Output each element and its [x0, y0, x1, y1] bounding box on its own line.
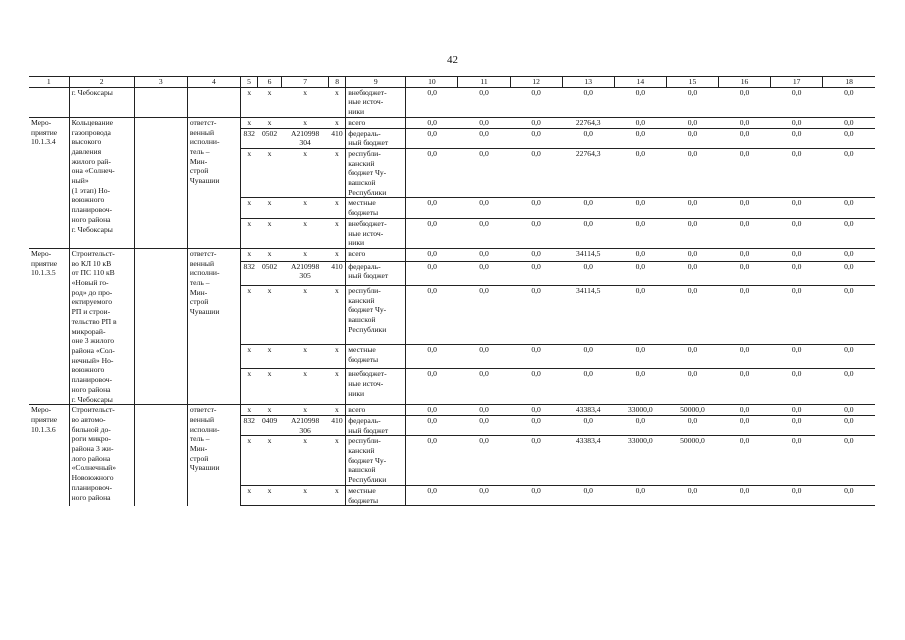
amount-cell: 0,0 [666, 198, 718, 218]
expense-type-code: x [329, 248, 346, 261]
amount-cell: 0,0 [510, 198, 562, 218]
amount-cell: 0,0 [666, 218, 718, 248]
expense-type-code: 410 [329, 261, 346, 285]
amount-cell: 0,0 [823, 286, 875, 345]
amount-cell: 0,0 [771, 248, 823, 261]
amount-cell: 0,0 [614, 248, 666, 261]
section-code: 0502 [258, 261, 282, 285]
amount-cell: 50000,0 [666, 405, 718, 416]
funding-source: всего [346, 117, 406, 128]
funding-source: внебюджет- ные источ- ники [346, 218, 406, 248]
amount-cell: 0,0 [719, 286, 771, 345]
amount-cell: 0,0 [510, 345, 562, 369]
amount-cell: 0,0 [771, 286, 823, 345]
expense-type-code: x [329, 405, 346, 416]
expense-type-code: x [329, 485, 346, 505]
amount-cell: 0,0 [614, 286, 666, 345]
expense-type-code: x [329, 218, 346, 248]
grbs-code: 832 [240, 261, 257, 285]
amount-cell: 0,0 [562, 485, 614, 505]
expense-type-code: x [329, 345, 346, 369]
amount-cell: 0,0 [719, 369, 771, 405]
amount-cell: 0,0 [406, 369, 458, 405]
amount-cell: 34114,5 [562, 248, 614, 261]
amount-cell: 0,0 [614, 128, 666, 148]
target-article-code: А210998 306 [282, 415, 329, 435]
amount-cell: 0,0 [406, 286, 458, 345]
amount-cell: 0,0 [771, 87, 823, 117]
amount-cell: 0,0 [771, 485, 823, 505]
amount-cell: 0,0 [823, 261, 875, 285]
amount-cell: 0,0 [406, 485, 458, 505]
amount-cell: 0,0 [771, 218, 823, 248]
funding-source: местные бюджеты [346, 198, 406, 218]
measure-code: Меро- приятие 10.1.3.6 [29, 405, 69, 506]
amount-cell: 0,0 [406, 405, 458, 416]
measure-name: г. Чебоксары [69, 87, 134, 117]
funding-source: республи- канский бюджет Чу- вашской Республики [346, 286, 406, 345]
amount-cell: 0,0 [614, 148, 666, 198]
amount-cell: 0,0 [510, 485, 562, 505]
section-code: 0502 [258, 128, 282, 148]
amount-cell: 0,0 [458, 415, 510, 435]
page-number: 42 [447, 54, 458, 66]
column-header: 2 [69, 77, 134, 88]
funding-source: местные бюджеты [346, 345, 406, 369]
column-header: 10 [406, 77, 458, 88]
expense-type-code: 410 [329, 128, 346, 148]
amount-cell: 0,0 [510, 218, 562, 248]
amount-cell: 0,0 [614, 117, 666, 128]
amount-cell: 0,0 [458, 345, 510, 369]
amount-cell: 0,0 [719, 436, 771, 486]
column-header: 4 [187, 77, 240, 88]
column-header: 7 [282, 77, 329, 88]
expense-type-code: x [329, 369, 346, 405]
expense-type-code: x [329, 436, 346, 486]
amount-cell: 0,0 [771, 369, 823, 405]
amount-cell: 0,0 [510, 128, 562, 148]
amount-cell: 0,0 [666, 87, 718, 117]
amount-cell: 0,0 [562, 198, 614, 218]
amount-cell: 0,0 [562, 261, 614, 285]
target-article-code: x [282, 485, 329, 505]
column-header: 9 [346, 77, 406, 88]
funding-source: федераль- ный бюджет [346, 261, 406, 285]
section-code: x [258, 117, 282, 128]
measure-code [29, 87, 69, 117]
target-article-code: А210998 304 [282, 128, 329, 148]
target-article-code: x [282, 198, 329, 218]
amount-cell: 0,0 [771, 198, 823, 218]
amount-cell: 33000,0 [614, 436, 666, 486]
amount-cell: 0,0 [666, 286, 718, 345]
budget-table [29, 76, 875, 506]
expense-type-code: x [329, 87, 346, 117]
empty-cell [134, 248, 187, 404]
amount-cell: 0,0 [666, 248, 718, 261]
expense-type-code: x [329, 148, 346, 198]
target-article-code: x [282, 218, 329, 248]
column-header: 15 [666, 77, 718, 88]
amount-cell: 0,0 [719, 148, 771, 198]
amount-cell: 0,0 [406, 436, 458, 486]
grbs-code: x [240, 87, 257, 117]
amount-cell: 0,0 [406, 248, 458, 261]
amount-cell: 22764,3 [562, 148, 614, 198]
section-code: x [258, 248, 282, 261]
grbs-code: x [240, 117, 257, 128]
amount-cell: 0,0 [510, 248, 562, 261]
column-header: 17 [771, 77, 823, 88]
target-article-code: x [282, 369, 329, 405]
amount-cell: 0,0 [719, 405, 771, 416]
empty-cell [134, 405, 187, 506]
section-code: x [258, 218, 282, 248]
column-header: 16 [719, 77, 771, 88]
funding-source: всего [346, 248, 406, 261]
grbs-code: 832 [240, 415, 257, 435]
section-code: x [258, 485, 282, 505]
amount-cell: 0,0 [406, 117, 458, 128]
amount-cell: 22764,3 [562, 117, 614, 128]
measure-name: Строительст- во КЛ 10 кВ от ПС 110 кВ «Новый го- род» до про- ектируемого РП и строи- тельство РП в микрорай- оне 3 жилого района «Сол- нечный» Но- воюжного планировоч- ного района г. Чебоксары [69, 248, 134, 404]
amount-cell: 0,0 [406, 128, 458, 148]
amount-cell: 43383,4 [562, 405, 614, 416]
section-code: x [258, 198, 282, 218]
amount-cell: 0,0 [510, 415, 562, 435]
amount-cell: 0,0 [771, 436, 823, 486]
amount-cell: 0,0 [458, 405, 510, 416]
amount-cell: 0,0 [406, 198, 458, 218]
funding-source: внебюджет- ные источ- ники [346, 87, 406, 117]
grbs-code: x [240, 436, 257, 486]
column-header: 13 [562, 77, 614, 88]
amount-cell: 0,0 [614, 87, 666, 117]
amount-cell: 0,0 [719, 485, 771, 505]
target-article-code: x [282, 286, 329, 345]
column-header: 5 [240, 77, 257, 88]
amount-cell: 0,0 [562, 87, 614, 117]
amount-cell: 0,0 [510, 87, 562, 117]
amount-cell: 0,0 [458, 248, 510, 261]
target-article-code: x [282, 345, 329, 369]
amount-cell: 0,0 [510, 261, 562, 285]
amount-cell: 0,0 [771, 128, 823, 148]
measure-name: Кольцевание газопровода высокого давления жилого рай- она «Солнеч- ный» (1 этап) Но- воюжного планировоч- ного района г. Чебоксары [69, 117, 134, 248]
amount-cell: 34114,5 [562, 286, 614, 345]
grbs-code: x [240, 405, 257, 416]
grbs-code: x [240, 148, 257, 198]
amount-cell: 0,0 [823, 436, 875, 486]
column-header: 3 [134, 77, 187, 88]
amount-cell: 0,0 [719, 345, 771, 369]
target-article-code: x [282, 148, 329, 198]
column-header: 1 [29, 77, 69, 88]
funding-source: федераль- ный бюджет [346, 128, 406, 148]
target-article-code: x [282, 405, 329, 416]
target-article-code: x [282, 87, 329, 117]
amount-cell: 0,0 [823, 117, 875, 128]
amount-cell: 0,0 [666, 117, 718, 128]
amount-cell: 0,0 [458, 198, 510, 218]
amount-cell: 0,0 [719, 87, 771, 117]
amount-cell: 0,0 [406, 415, 458, 435]
amount-cell: 0,0 [823, 405, 875, 416]
amount-cell: 0,0 [823, 128, 875, 148]
amount-cell: 0,0 [666, 345, 718, 369]
amount-cell: 0,0 [719, 128, 771, 148]
amount-cell: 0,0 [771, 261, 823, 285]
funding-source: внебюджет- ные источ- ники [346, 369, 406, 405]
table-row [29, 117, 875, 128]
amount-cell: 43383,4 [562, 436, 614, 486]
amount-cell: 0,0 [823, 248, 875, 261]
amount-cell: 0,0 [406, 261, 458, 285]
funding-source: федераль- ный бюджет [346, 415, 406, 435]
amount-cell: 0,0 [823, 198, 875, 218]
amount-cell: 0,0 [823, 148, 875, 198]
executor [187, 87, 240, 117]
expense-type-code: x [329, 198, 346, 218]
target-article-code: x [282, 117, 329, 128]
amount-cell: 0,0 [823, 369, 875, 405]
amount-cell: 0,0 [562, 369, 614, 405]
amount-cell: 0,0 [823, 485, 875, 505]
amount-cell: 0,0 [406, 218, 458, 248]
table-row [29, 405, 875, 416]
amount-cell: 0,0 [771, 415, 823, 435]
grbs-code: 832 [240, 128, 257, 148]
amount-cell: 0,0 [823, 415, 875, 435]
header-row [29, 77, 875, 88]
amount-cell: 0,0 [510, 148, 562, 198]
grbs-code: x [240, 286, 257, 345]
target-article-code: А210998 305 [282, 261, 329, 285]
amount-cell: 0,0 [458, 261, 510, 285]
amount-cell: 0,0 [458, 218, 510, 248]
amount-cell: 0,0 [510, 436, 562, 486]
measure-code: Меро- приятие 10.1.3.5 [29, 248, 69, 404]
expense-type-code: x [329, 286, 346, 345]
amount-cell: 0,0 [510, 369, 562, 405]
amount-cell: 0,0 [614, 261, 666, 285]
column-header: 8 [329, 77, 346, 88]
column-header: 6 [258, 77, 282, 88]
empty-cell [134, 117, 187, 248]
amount-cell: 0,0 [719, 415, 771, 435]
expense-type-code: x [329, 117, 346, 128]
amount-cell: 0,0 [614, 369, 666, 405]
column-header: 12 [510, 77, 562, 88]
target-article-code: x [282, 436, 329, 486]
amount-cell: 0,0 [458, 369, 510, 405]
measure-code: Меро- приятие 10.1.3.4 [29, 117, 69, 248]
amount-cell: 0,0 [510, 405, 562, 416]
amount-cell: 0,0 [458, 485, 510, 505]
empty-cell [134, 87, 187, 117]
section-code: x [258, 369, 282, 405]
amount-cell: 0,0 [823, 87, 875, 117]
column-header: 14 [614, 77, 666, 88]
amount-cell: 0,0 [771, 405, 823, 416]
amount-cell: 0,0 [458, 87, 510, 117]
target-article-code: x [282, 248, 329, 261]
amount-cell: 0,0 [562, 345, 614, 369]
funding-source: республи- канский бюджет Чу- вашской Республики [346, 436, 406, 486]
grbs-code: x [240, 198, 257, 218]
amount-cell: 0,0 [666, 415, 718, 435]
amount-cell: 0,0 [614, 415, 666, 435]
amount-cell: 0,0 [562, 415, 614, 435]
section-code: x [258, 436, 282, 486]
amount-cell: 0,0 [719, 218, 771, 248]
column-header: 11 [458, 77, 510, 88]
amount-cell: 0,0 [614, 218, 666, 248]
amount-cell: 0,0 [406, 345, 458, 369]
section-code: x [258, 148, 282, 198]
amount-cell: 0,0 [614, 198, 666, 218]
amount-cell: 0,0 [666, 485, 718, 505]
executor: ответст- венный исполни- тель – Мин- строй Чувашии [187, 405, 240, 506]
amount-cell: 33000,0 [614, 405, 666, 416]
amount-cell: 0,0 [562, 218, 614, 248]
funding-source: республи- канский бюджет Чу- вашской Республики [346, 148, 406, 198]
amount-cell: 0,0 [458, 436, 510, 486]
amount-cell: 0,0 [771, 117, 823, 128]
funding-source: всего [346, 405, 406, 416]
section-code: x [258, 87, 282, 117]
amount-cell: 0,0 [510, 117, 562, 128]
amount-cell: 0,0 [719, 198, 771, 218]
amount-cell: 0,0 [823, 345, 875, 369]
executor: ответст- венный исполни- тель – Мин- строй Чувашии [187, 117, 240, 248]
grbs-code: x [240, 369, 257, 405]
funding-source: местные бюджеты [346, 485, 406, 505]
section-code: x [258, 345, 282, 369]
grbs-code: x [240, 218, 257, 248]
grbs-code: x [240, 248, 257, 261]
section-code: 0409 [258, 415, 282, 435]
executor: ответст- венный исполни- тель – Мин- строй Чувашии [187, 248, 240, 404]
amount-cell: 0,0 [510, 286, 562, 345]
measure-name: Строительст- во автомо- бильной до- роги микро- района 3 жи- лого района «Солнечный» Новоюжного планировоч- ного района [69, 405, 134, 506]
amount-cell: 50000,0 [666, 436, 718, 486]
amount-cell: 0,0 [823, 218, 875, 248]
amount-cell: 0,0 [614, 485, 666, 505]
amount-cell: 0,0 [771, 345, 823, 369]
amount-cell: 0,0 [458, 128, 510, 148]
amount-cell: 0,0 [666, 369, 718, 405]
table-row [29, 248, 875, 261]
amount-cell: 0,0 [719, 117, 771, 128]
amount-cell: 0,0 [406, 87, 458, 117]
column-header: 18 [823, 77, 875, 88]
amount-cell: 0,0 [719, 248, 771, 261]
amount-cell: 0,0 [406, 148, 458, 198]
amount-cell: 0,0 [458, 148, 510, 198]
section-code: x [258, 286, 282, 345]
amount-cell: 0,0 [458, 117, 510, 128]
amount-cell: 0,0 [666, 148, 718, 198]
grbs-code: x [240, 345, 257, 369]
amount-cell: 0,0 [458, 286, 510, 345]
expense-type-code: 410 [329, 415, 346, 435]
amount-cell: 0,0 [562, 128, 614, 148]
amount-cell: 0,0 [719, 261, 771, 285]
grbs-code: x [240, 485, 257, 505]
amount-cell: 0,0 [666, 261, 718, 285]
amount-cell: 0,0 [771, 148, 823, 198]
amount-cell: 0,0 [614, 345, 666, 369]
section-code: x [258, 405, 282, 416]
amount-cell: 0,0 [666, 128, 718, 148]
table-row [29, 87, 875, 117]
